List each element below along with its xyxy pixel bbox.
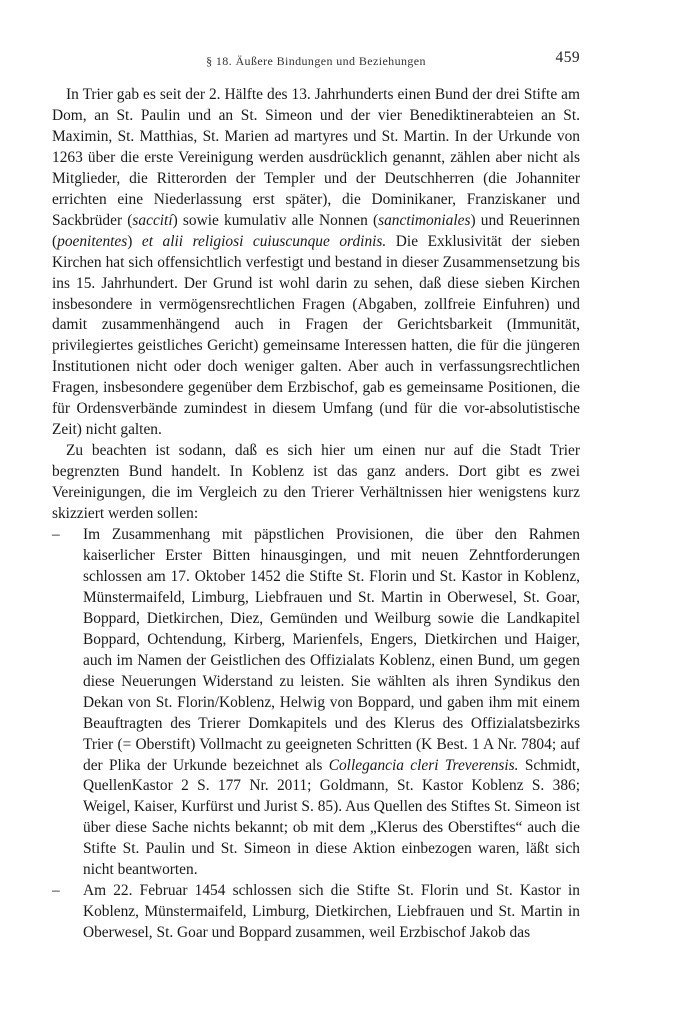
latin-term: saccití (132, 211, 173, 229)
dash-bullet: – (52, 882, 60, 900)
body-text (52, 85, 580, 944)
latin-phrase: et alii religiosi cuiuscunque ordinis. (141, 232, 387, 250)
vereinigungen-list (52, 525, 580, 944)
latin-term: poenitentes (57, 232, 128, 250)
dash-bullet: – (52, 526, 60, 544)
section-title: § 18. Äußere Bindungen und Beziehungen (206, 54, 426, 68)
list-item: – Am 22. Februar 1454 schlossen sich die Stifte St. Florin und St. Kastor in Koblenz, Münstermaifeld, Limburg, Dietkirchen, Liebfrauen und St. Martin in Oberwesel, St. Goar und Boppard zusammen, weil Erzbischof Jakob das (52, 882, 580, 942)
book-page (52, 46, 580, 944)
page-number: 459 (555, 49, 580, 66)
paragraph-koblenz-intro: Zu beachten ist sodann, daß es sich hier um einen nur auf die Stadt Trier begrenzten Bund handelt. In Koblenz ist das ganz anders. Dort gibt es zwei Vereinigungen, die im Vergleich zu den Trierer Verhältnissen hier wenigstens kurz skizziert werden sollen: (52, 442, 580, 523)
running-head (52, 46, 580, 70)
latin-title: Collegancia cleri Treverensis. (328, 756, 519, 774)
paragraph-trier-bund: In Trier gab es seit der 2. Hälfte des 13. Jahrhunderts einen Bund der drei Stifte am Dom, an St. Paulin und an St. Simeon und der vier Benediktinerabteien an St. Maximin, St. Matthias, St. Marien ad martyres und St. Martin. In der Urkunde von 1263 über die erste Vereinigung werden ausdrücklich genannt, zählen aber nicht als Mitglieder, die Ritterorden der Templer und der Deutschherren (die Johanniter errichten eine Niederlassung erst später), die Dominikaner, Franziskaner und Sackbrüder (saccití) sowie kumulativ alle Nonnen (sanctimoniales) und Reuerinnen (poenitentes) et alii religiosi cuiuscunque ordinis. Die Exklusivität der sieben Kirchen hat sich offensichtlich verfestigt und bestand in dieser Zusammensetzung bis ins 15. Jahrhundert. Der Grund ist wohl darin zu sehen, daß diese sieben Kirchen insbesondere in vermögensrechtlichen Fragen (Abgaben, zollfreie Einfuhren) und damit zusammenhängend auch in Fragen der Gerichtsbarkeit (Immunität, privilegiertes geistliches Gericht) gemeinsame Interessen hatten, die für die jüngeren Institutionen nicht oder doch weniger galten. Aber auch in verfassungsrechtlichen Fragen, insbesondere gegenüber dem Erzbischof, gab es gemeinsame Positionen, die für Ordensverbände zumindest in diesem Umfang (und für die vor-absolutistische Zeit) nicht galten. (52, 86, 581, 439)
latin-term: sanctimoniales (378, 211, 471, 229)
list-item: – Im Zusammenhang mit päpstlichen Provisionen, die über den Rahmen kaiserlicher Erster Bitten hinausgingen, und mit neuen Zehntforderungen schlossen am 17. Oktober 1452 die Stifte St. Florin und St. Kastor in Koblenz, Münstermaifeld, Limburg, Liebfrauen und St. Martin in Oberwesel, St. Goar, Boppard, Dietkirchen, Diez, Gemünden und Weilburg sowie die Landkapitel Boppard, Ochtendung, Kirberg, Marienfels, Engers, Dietkirchen und Haiger, auch im Namen der Geistlichen des Offizialats Koblenz, einen Bund, um gegen diese Neuerungen Widerstand zu leisten. Sie wählten als ihren Syndikus den Dekan von St. Florin/Koblenz, Helwig von Boppard, und gaben ihm mit einem Beauftragten des Trierer Domkapitels und des Klerus des Offizialatsbezirks Trier (= Oberstift) Vollmacht zu geeigneten Schritten (K Best. 1 A Nr. 7804; auf der Plika der Urkunde bezeichnet als Collegancia cleri Treverensis. Schmidt, QuellenKastor 2 S. 177 Nr. 2011; Goldmann, St. Kastor Koblenz S. 386; Weigel, Kaiser, Kurfürst und Jurist S. 85). Aus Quellen des Stiftes St. Simeon ist über diese Sache nichts bekannt; ob mit dem „Klerus des Oberstiftes“ auch die Stifte St. Paulin und St. Simeon in diese Aktion einbezogen waren, läßt sich nicht beantworten. (52, 526, 580, 879)
